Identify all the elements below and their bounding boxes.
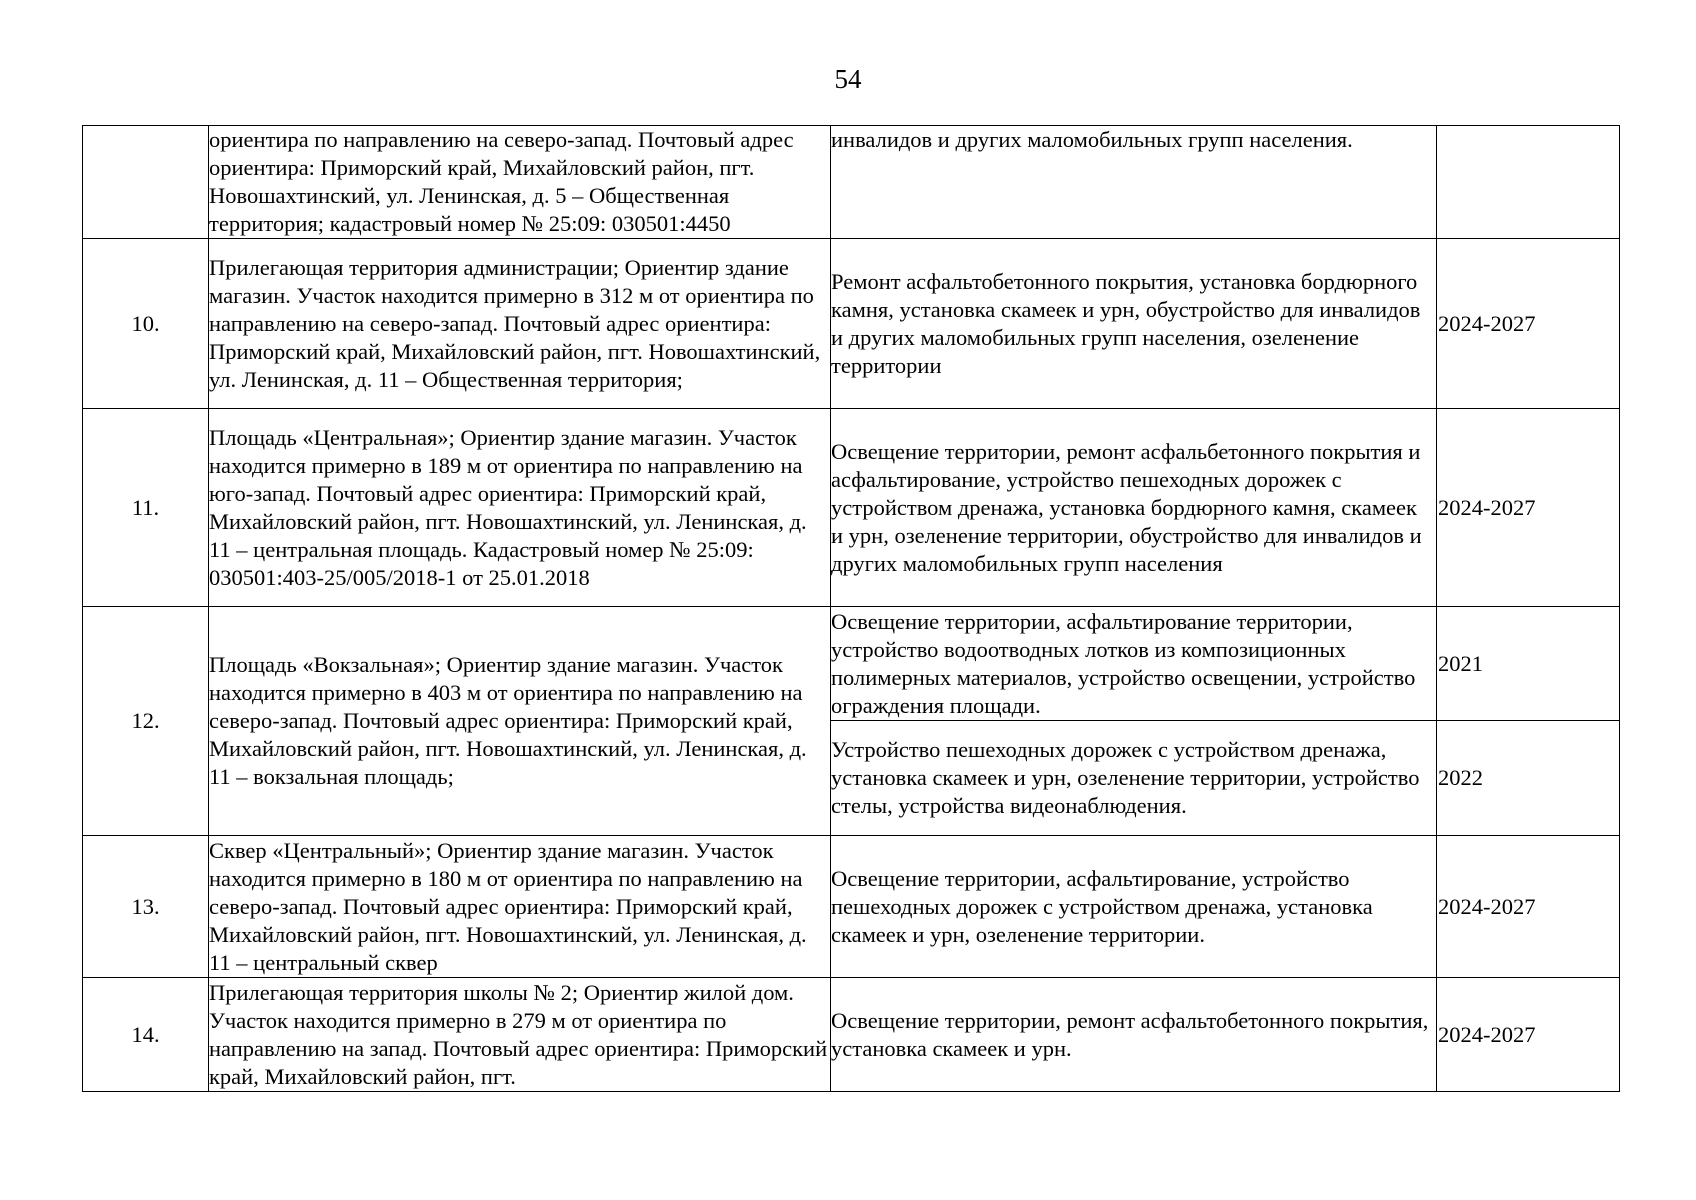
- row-number: 10.: [83, 239, 209, 409]
- row-works: Освещение территории, ремонт асфальбетонного покрытия и асфальтирование, устройство пешеходных дорожек с устройством дренажа, установка бордюрного камня, скамеек и урн, озеленение территории, обустройство для инвалидов и других маломобильных групп населения: [831, 409, 1437, 607]
- table-row: [83, 239, 1620, 409]
- row-number: 11.: [83, 409, 209, 607]
- table-row: [83, 978, 1620, 1092]
- row-period: 2024-2027: [1437, 409, 1620, 607]
- row-period: 2024-2027: [1437, 836, 1620, 978]
- row-number: 13.: [83, 836, 209, 978]
- table-row: [83, 836, 1620, 978]
- row-period: 2021: [1437, 607, 1620, 721]
- page-number: 54: [834, 64, 862, 94]
- row-period: 2024-2027: [1437, 978, 1620, 1092]
- row-period: 2024-2027: [1437, 239, 1620, 409]
- row-works: Ремонт асфальтобетонного покрытия, установка бордюрного камня, установка скамеек и урн, обустройство для инвалидов и других маломобильных групп населения, озеленение территории: [831, 239, 1437, 409]
- row-works: инвалидов и других маломобильных групп населения.: [831, 126, 1437, 239]
- row-address: Сквер «Центральный»; Ориентир здание магазин. Участок находится примерно в 180 м от ориентира по направлению на северо-запад. Почтовый адрес ориентира: Приморский край, Михайловский район, пгт. Новошахтинский, ул. Ленинская, д. 11 – центральный сквер: [209, 836, 831, 978]
- table-row: [83, 126, 1620, 239]
- row-works: Освещение территории, асфальтирование территории, устройство водоотводных лотков из композиционных полимерных материалов, устройство освещении, устройство ограждения площади.: [831, 607, 1437, 721]
- table-row: [83, 607, 1620, 721]
- row-works: Освещение территории, асфальтирование, устройство пешеходных дорожек с устройством дренажа, установка скамеек и урн, озеленение территории.: [831, 836, 1437, 978]
- row-address: Прилегающая территория школы № 2; Ориентир жилой дом. Участок находится примерно в 279 м от ориентира по направлению на запад. Почтовый адрес ориентира: Приморский край, Михайловский район, пгт.: [209, 978, 831, 1092]
- row-address: ориентира по направлению на северо-запад. Почтовый адрес ориентира: Приморский край, Михайловский район, пгт. Новошахтинский, ул. Ленинская, д. 5 – Общественная территория; кадастровый номер № 25:09: 030501:4450: [209, 126, 831, 239]
- row-works: Освещение территории, ремонт асфальтобетонного покрытия, установка скамеек и урн.: [831, 978, 1437, 1092]
- row-address: Площадь «Вокзальная»; Ориентир здание магазин. Участок находится примерно в 403 м от ориентира по направлению на северо-запад. Почтовый адрес ориентира: Приморский край, Михайловский район, пгт. Новошахтинский, ул. Ленинская, д. 11 – вокзальная площадь;: [209, 607, 831, 836]
- row-period: [1437, 126, 1620, 239]
- row-address: Площадь «Центральная»; Ориентир здание магазин. Участок находится примерно в 189 м от ориентира по направлению на юго-запад. Почтовый адрес ориентира: Приморский край, Михайловский район, пгт. Новошахтинский, ул. Ленинская, д. 11 – центральная площадь. Кадастровый номер № 25:09: 030501:403-25/005/2018-1 от 25.01.2018: [209, 409, 831, 607]
- row-number: 14.: [83, 978, 209, 1092]
- row-works: Устройство пешеходных дорожек с устройством дренажа, установка скамеек и урн, озеленение территории, устройство стелы, устройства видеонаблюдения.: [831, 721, 1437, 836]
- row-number: 12.: [83, 607, 209, 836]
- row-number: [83, 126, 209, 239]
- row-period: 2022: [1437, 721, 1620, 836]
- row-address: Прилегающая территория администрации; Ориентир здание магазин. Участок находится примерно в 312 м от ориентира по направлению на северо-запад. Почтовый адрес ориентира: Приморский край, Михайловский район, пгт. Новошахтинский, ул. Ленинская, д. 11 – Общественная территория;: [209, 239, 831, 409]
- improvement-table: [82, 125, 1620, 1092]
- table-row: [83, 409, 1620, 607]
